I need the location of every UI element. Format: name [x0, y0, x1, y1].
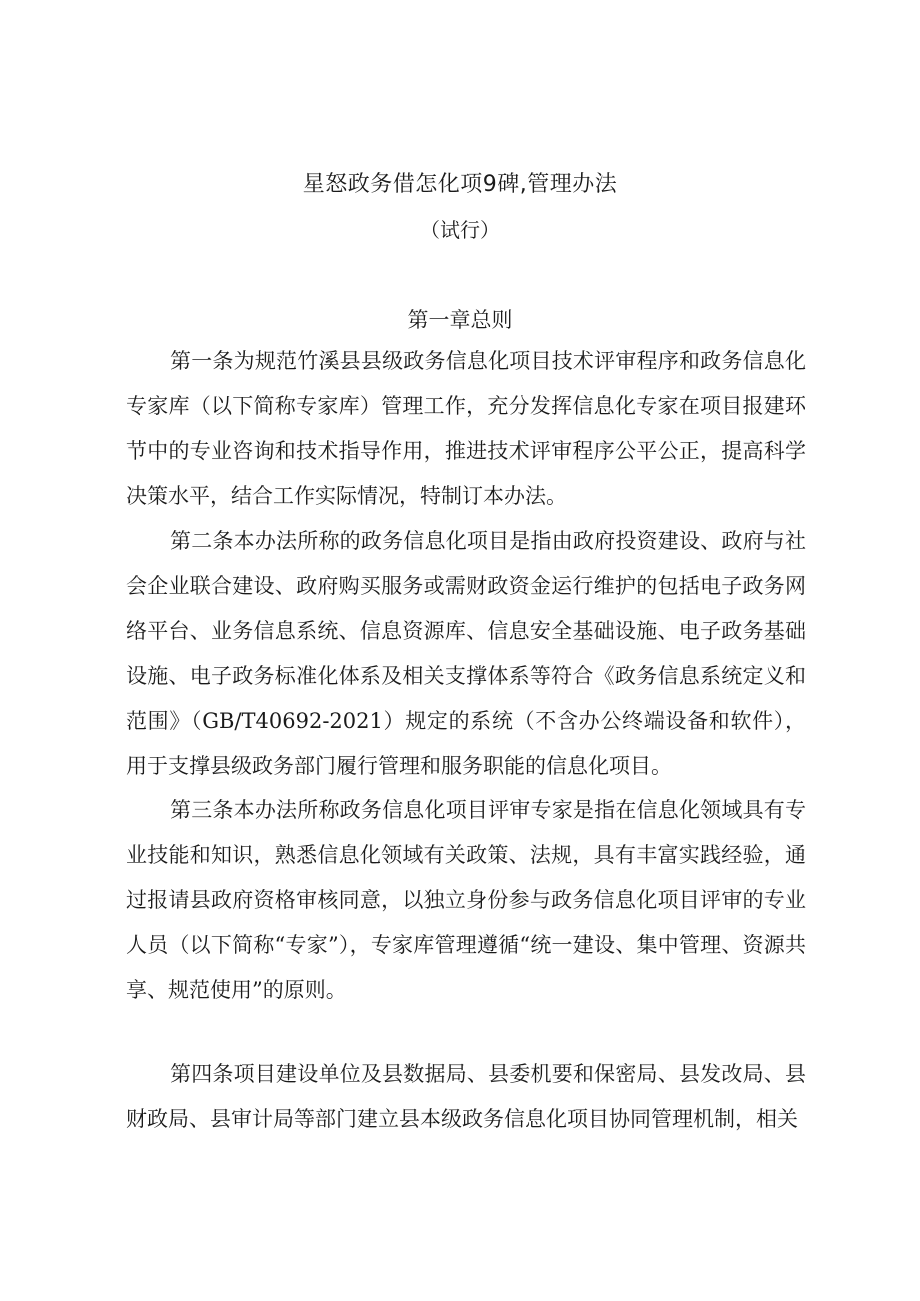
- article-3: 第三条本办法所称政务信息化项目评审专家是指在信息化领域具有专业技能和知识，熟悉信息化领域有关政策、法规，具有丰富实践经验，通过报请县政府资格审核同意，以独立身份参与政务信息化项目评审的专业人员（以下简称“专家”），专家库管理遵循“统一建设、集中管理、资源共享、规范使用”的原则。: [126, 798, 806, 1002]
- document-subtitle: （试行）: [420, 218, 500, 242]
- article-4: 第四条项目建设单位及县数据局、县委机要和保密局、县发改局、县财政局、县审计局等部门建立县本级政务信息化项目协同管理机制，相关: [126, 1062, 806, 1131]
- chapter-heading: 第一章总则: [407, 308, 513, 332]
- article-1: 第一条为规范竹溪县县级政务信息化项目技术评审程序和政务信息化专家库（以下简称专家库）管理工作，充分发挥信息化专家在项目报建环节中的专业咨询和技术指导作用，推进技术评审程序公平公正，提高科学决策水平，结合工作实际情况，特制订本办法。: [126, 349, 806, 508]
- article-2: 第二条本办法所称的政务信息化项目是指由政府投资建设、政府与社会企业联合建设、政府购买服务或需财政资金运行维护的包括电子政务网络平台、业务信息系统、信息资源库、信息安全基础设施、电子政务基础设施、电子政务标准化体系及相关支撑体系等符合《政务信息系统定义和范围》（GB/T40692-2021）规定的系统（不含办公终端设备和软件），用于支撑县级政务部门履行管理和服务职能的信息化项目。: [126, 529, 806, 778]
- document-title: 星怒政务借怎化项9碑,管理办法: [302, 172, 618, 197]
